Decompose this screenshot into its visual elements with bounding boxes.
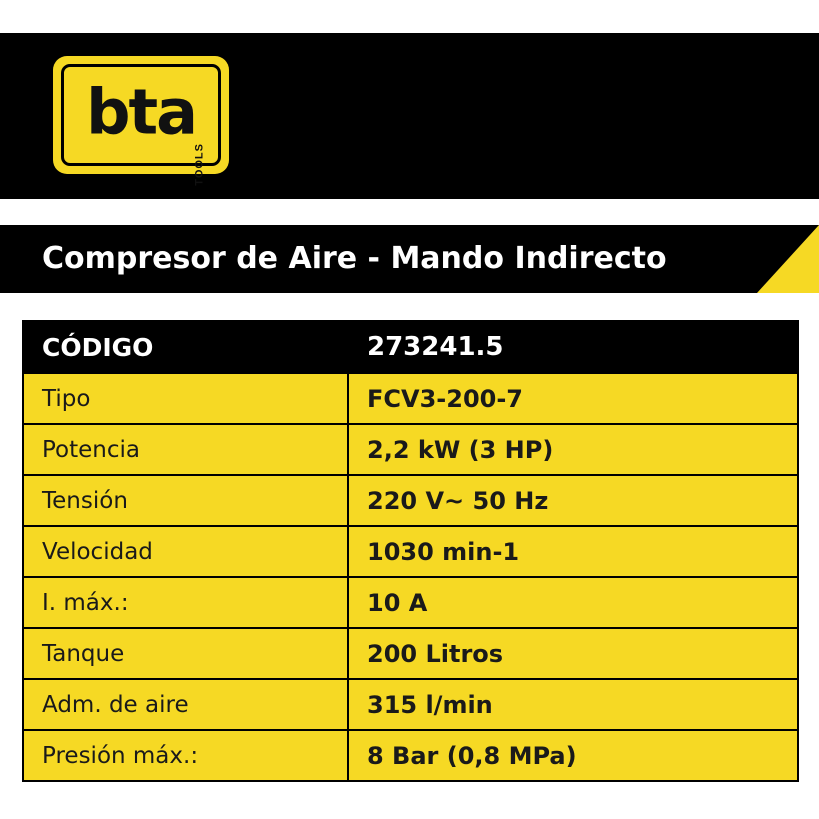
logo-band <box>0 33 819 199</box>
table-row <box>23 679 798 730</box>
table-row <box>23 424 798 475</box>
logo-wordmark: bta <box>86 75 196 149</box>
row-label: Tensión <box>23 475 348 526</box>
table-row <box>23 373 798 424</box>
row-value: 1030 min-1 <box>348 526 798 577</box>
row-value: 220 V~ 50 Hz <box>348 475 798 526</box>
row-value: 10 A <box>348 577 798 628</box>
row-label: Presión máx.: <box>23 730 348 781</box>
row-value: 315 l/min <box>348 679 798 730</box>
table-row <box>23 628 798 679</box>
row-value: FCV3-200-7 <box>348 373 798 424</box>
logo-subtext: TOOLS <box>194 143 206 186</box>
row-label: Tanque <box>23 628 348 679</box>
row-label: I. máx.: <box>23 577 348 628</box>
row-label: Adm. de aire <box>23 679 348 730</box>
table-row <box>23 577 798 628</box>
table-row <box>23 526 798 577</box>
specifications-table <box>22 320 799 782</box>
table-row <box>23 475 798 526</box>
row-label: Velocidad <box>23 526 348 577</box>
row-value: 200 Litros <box>348 628 798 679</box>
page-title: Compresor de Aire - Mando Indirecto <box>42 241 667 276</box>
corner-wedge-decoration <box>757 225 819 293</box>
table-header-row <box>23 321 798 373</box>
table-header-label: CÓDIGO <box>23 321 348 373</box>
table-row <box>23 730 798 781</box>
row-label: Potencia <box>23 424 348 475</box>
logo-inner-frame <box>61 64 221 186</box>
row-value: 2,2 kW (3 HP) <box>348 424 798 475</box>
row-value: 8 Bar (0,8 MPa) <box>348 730 798 781</box>
title-band <box>0 225 819 293</box>
bta-tools-logo <box>53 56 229 186</box>
table-header-value: 273241.5 <box>348 321 798 373</box>
row-label: Tipo <box>23 373 348 424</box>
